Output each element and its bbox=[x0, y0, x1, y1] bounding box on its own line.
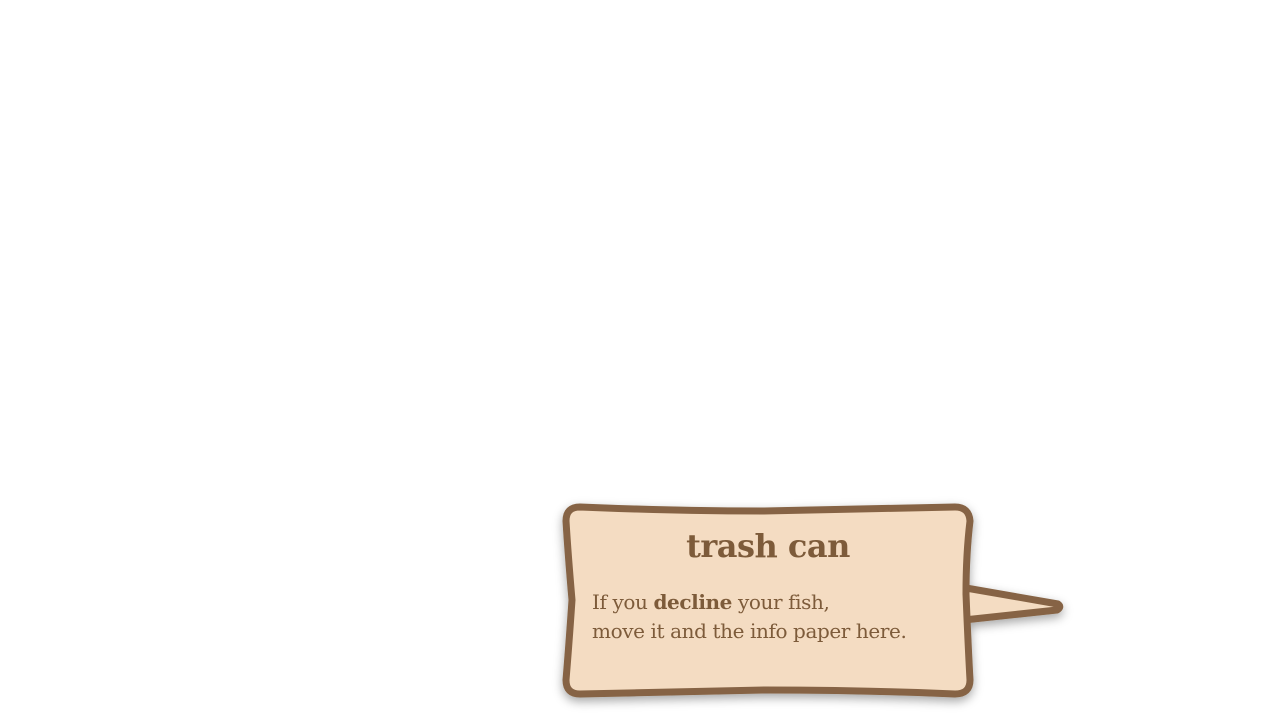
tooltip-body bbox=[592, 588, 932, 646]
tooltip-pointer bbox=[964, 588, 1060, 620]
body-line1-prefix: If you bbox=[592, 590, 654, 614]
body-line1-suffix: your fish, bbox=[732, 590, 830, 614]
body-line2: move it and the info paper here. bbox=[592, 619, 907, 643]
trash-can-tooltip bbox=[552, 494, 1076, 708]
body-emphasis-decline: decline bbox=[653, 590, 733, 614]
tooltip-title: trash can bbox=[686, 527, 850, 565]
